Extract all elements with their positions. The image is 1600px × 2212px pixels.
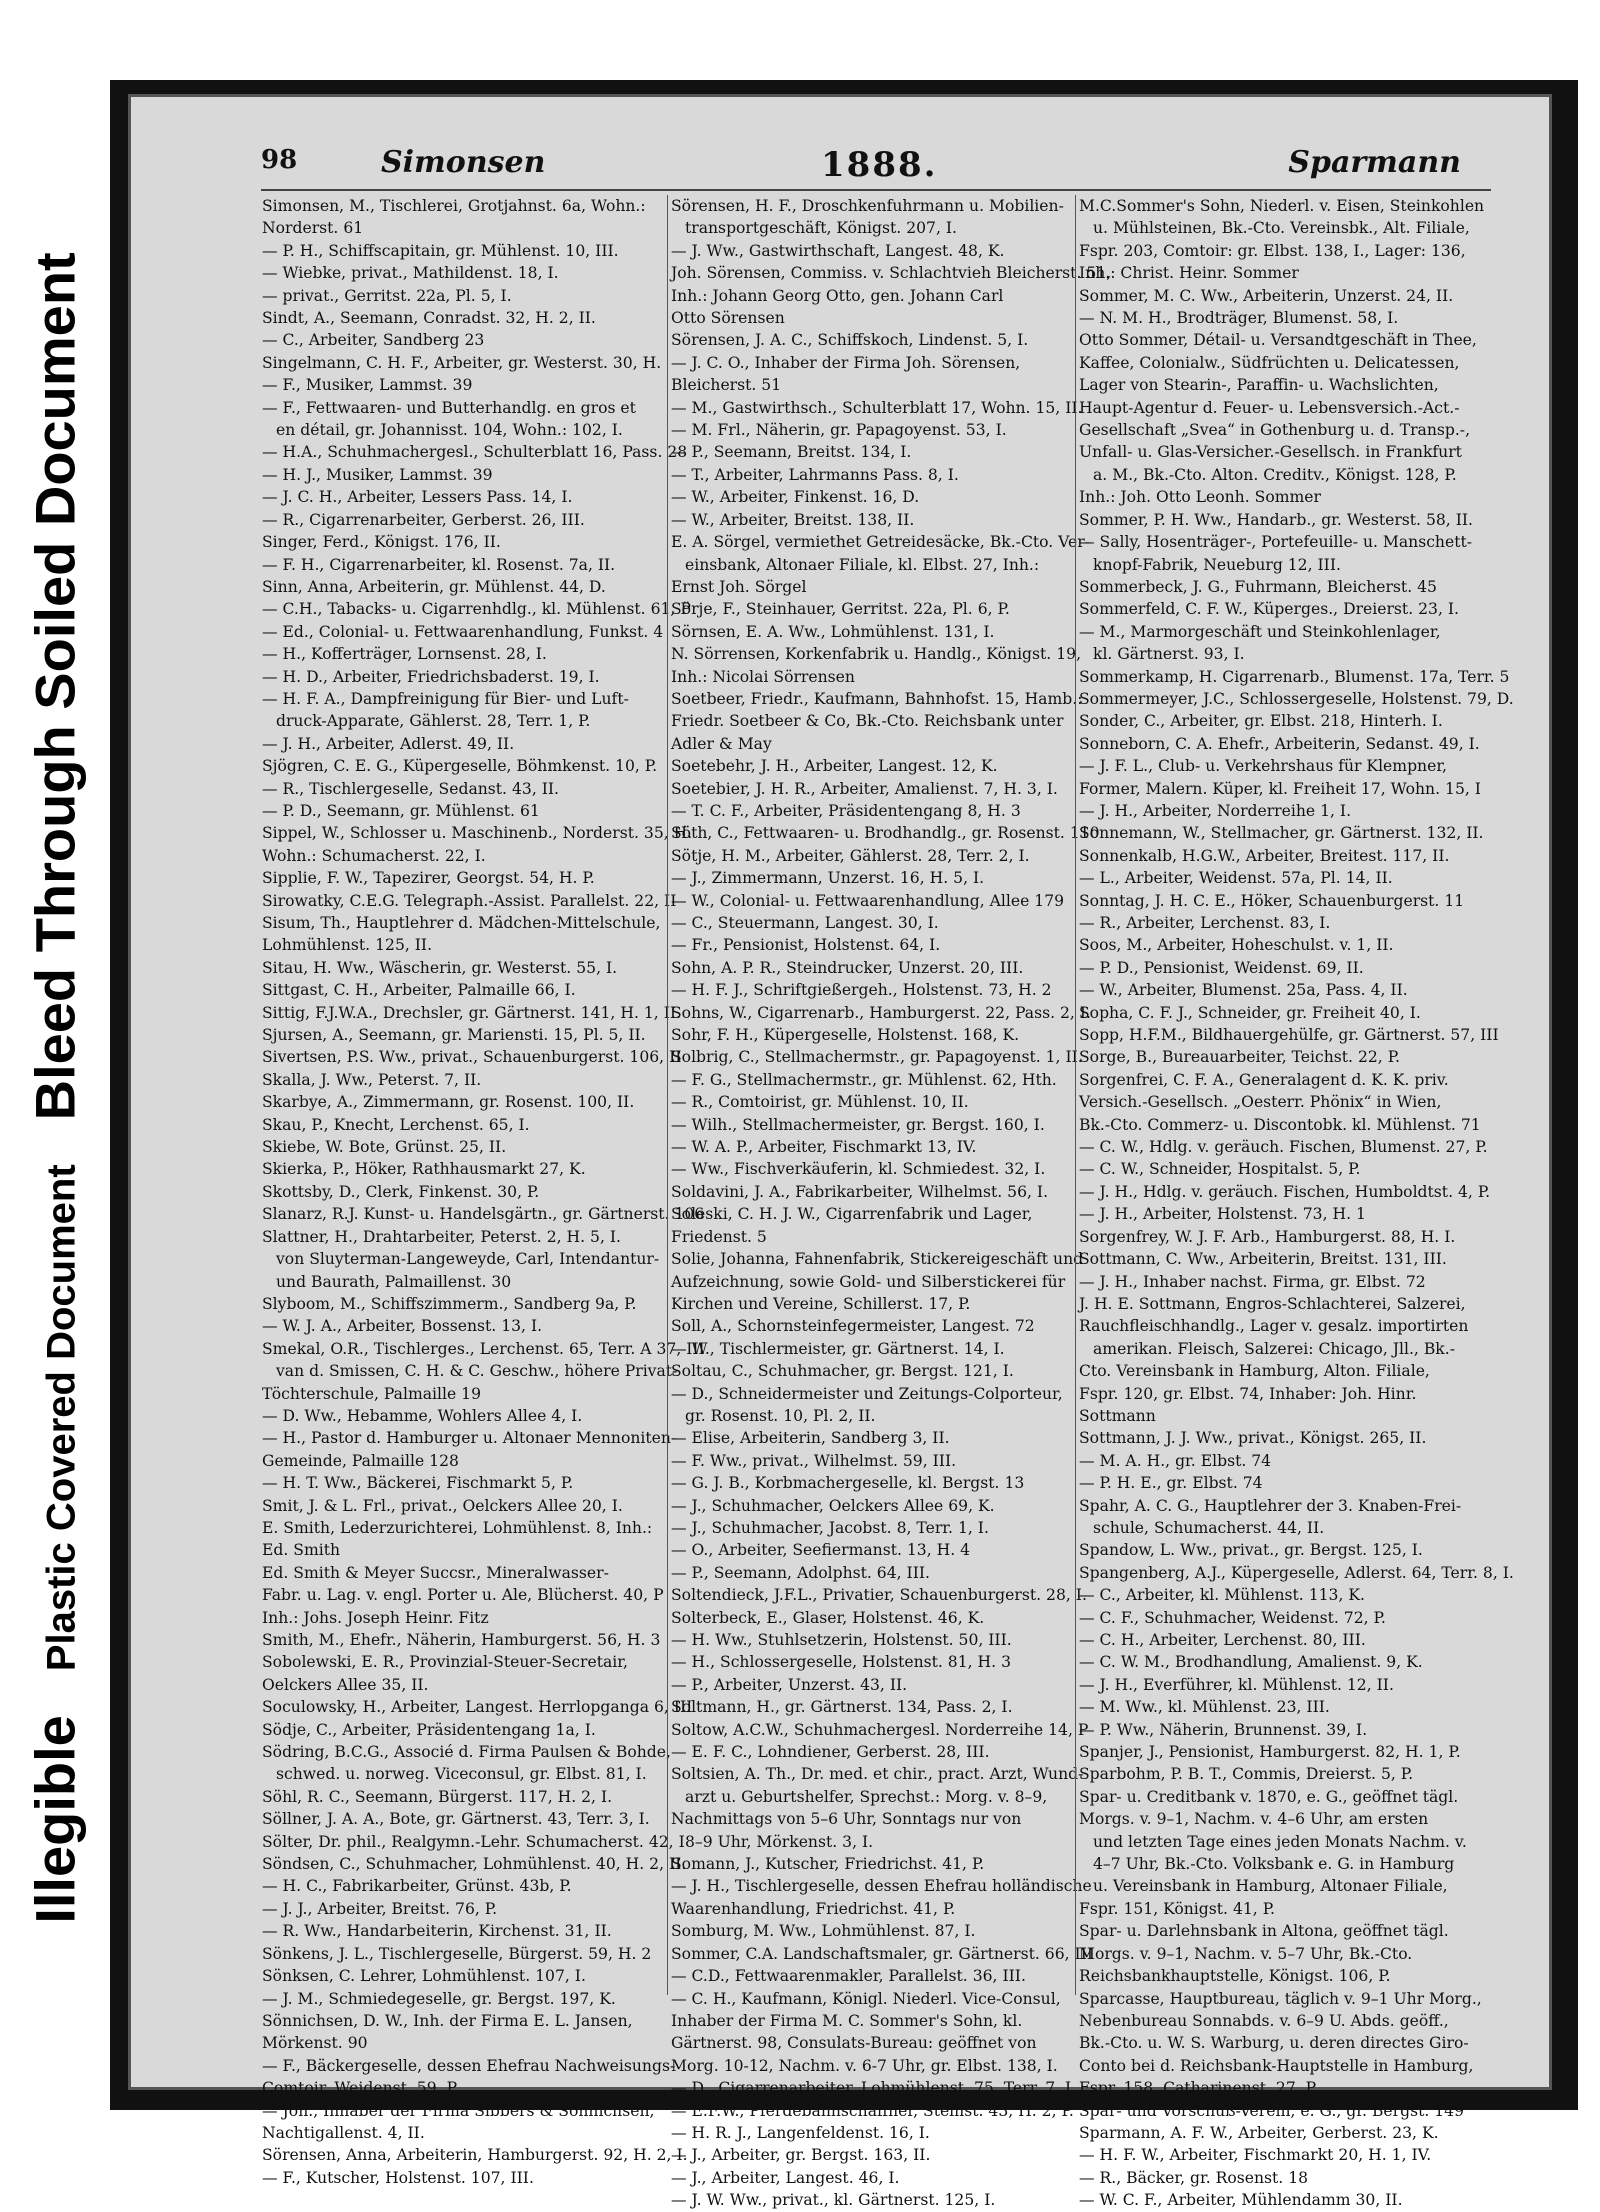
- directory-line: Slanarz, R.J. Kunst- u. Handelsgärtn., gr. Gärtnerst. 106: [262, 1205, 705, 1224]
- directory-line: Spar- u. Creditbank v. 1870, e. G., geöffnet tägl.: [1079, 1787, 1459, 1806]
- directory-line: — J. H., Hdlg. v. geräuch. Fischen, Humboldtst. 4, P.: [1079, 1182, 1491, 1201]
- directory-line: Sommer, P. H. Ww., Handarb., gr. Westerst. 58, II.: [1079, 510, 1473, 529]
- directory-line: Rauchfleischhandlg., Lager v. gesalz. importirten: [1079, 1317, 1469, 1336]
- directory-line: Soetebier, J. H. R., Arbeiter, Amalienst. 7, H. 3, I.: [671, 779, 1058, 798]
- directory-line: Sittgast, C. H., Arbeiter, Palmaille 66, I.: [262, 981, 576, 1000]
- directory-line: — G. J. B., Korbmachergeselle, kl. Bergst. 13: [671, 1474, 1025, 1493]
- directory-line: — D., Cigarrenarbeiter, Lohmühlenst. 75, Terr. 7, I.: [671, 2079, 1077, 2098]
- directory-line: Sommerbeck, J. G., Fuhrmann, Bleicherst. 45: [1079, 577, 1437, 596]
- directory-line: — C.H., Tabacks- u. Cigarrenhdlg., kl. Mühlenst. 61, P: [262, 600, 691, 619]
- directory-line: Sohr, F. H., Küpergeselle, Holstenst. 168, K.: [671, 1026, 1020, 1045]
- directory-line: und Baurath, Palmaillenst. 30: [276, 1272, 512, 1291]
- directory-line: — H. F. W., Arbeiter, Fischmarkt 20, H. 1, IV.: [1079, 2146, 1432, 2165]
- right-running-head: Sparmann: [1288, 145, 1461, 180]
- directory-line: amerikan. Fleisch, Salzerei: Chicago, Jll., Bk.-: [1093, 1339, 1455, 1358]
- directory-line: Soetebehr, J. H., Arbeiter, Langest. 12, K.: [671, 757, 998, 776]
- directory-line: Fspr. 120, gr. Elbst. 74, Inhaber: Joh. Hinr.: [1079, 1384, 1417, 1403]
- directory-line: Joh. Sörensen, Commiss. v. Schlachtvieh Bleicherst. 51,: [671, 264, 1112, 283]
- directory-line: Mörkenst. 90: [262, 2034, 368, 2053]
- directory-line: — W., Arbeiter, Finkenst. 16, D.: [671, 488, 920, 507]
- directory-line: Sjögren, C. E. G., Küpergeselle, Böhmkenst. 10, P.: [262, 757, 658, 776]
- directory-line: Morgs. v. 9–1, Nachm. v. 5–7 Uhr, Bk.-Cto.: [1079, 1944, 1413, 1963]
- directory-line: — H. T. Ww., Bäckerei, Fischmarkt 5, P.: [262, 1474, 574, 1493]
- directory-line: — J. C. H., Arbeiter, Lessers Pass. 14, I.: [262, 488, 573, 507]
- directory-line: — E.F.W., Pferdebahnschaffner, Steinst. 43, H. 2, P.: [671, 2101, 1074, 2120]
- directory-line: a. M., Bk.-Cto. Alton. Creditv., Königst. 128, P.: [1093, 465, 1457, 484]
- directory-line: Smekal, O.R., Tischlerges., Lerchenst. 65, Terr. A 37, III: [262, 1339, 705, 1358]
- directory-line: — R., Comtoirist, gr. Mühlenst. 10, II.: [671, 1093, 969, 1112]
- directory-line: Söllner, J. A. A., Bote, gr. Gärtnerst. 43, Terr. 3, I.: [262, 1810, 650, 1829]
- directory-line: Spahr, A. C. G., Hauptlehrer der 3. Knaben-Frei-: [1079, 1496, 1462, 1515]
- directory-line: u. Mühlsteinen, Bk.-Cto. Vereinsbk., Alt. Filiale,: [1093, 219, 1470, 238]
- directory-line: N. Sörrensen, Korkenfabrik u. Handlg., Königst. 19,: [671, 645, 1082, 664]
- directory-line: — C. H., Arbeiter, Lerchenst. 80, III.: [1079, 1631, 1366, 1649]
- directory-line: Sonnemann, W., Stellmacher, gr. Gärtnerst. 132, II.: [1079, 824, 1484, 843]
- directory-line: van d. Smissen, C. H. & C. Geschw., höhere Privat-: [276, 1362, 678, 1381]
- directory-line: — M., Gastwirthsch., Schulterblatt 17, Wohn. 15, II.: [671, 398, 1083, 417]
- directory-line: Gemeinde, Palmaille 128: [262, 1451, 459, 1470]
- directory-line: — P. H., Schiffscapitain, gr. Mühlenst. 10, III.: [262, 241, 619, 260]
- directory-line: — W. J. A., Arbeiter, Bossenst. 13, I.: [262, 1317, 543, 1336]
- directory-line: — C. W. M., Brodhandlung, Amalienst. 9, K.: [1079, 1653, 1423, 1672]
- directory-line: Sötje, H. M., Arbeiter, Gählerst. 28, Terr. 2, I.: [671, 846, 1030, 865]
- directory-line: Bk.-Cto. u. W. S. Warburg, u. deren directes Giro-: [1079, 2034, 1469, 2053]
- directory-line: Sonnenkalb, H.G.W., Arbeiter, Breitest. 117, II.: [1079, 846, 1450, 865]
- directory-line: — C. F., Schuhmacher, Weidenst. 72, P.: [1079, 1608, 1386, 1627]
- directory-line: — P. Ww., Näherin, Brunnenst. 39, I.: [1079, 1720, 1368, 1739]
- directory-line: Sirowatky, C.E.G. Telegraph.-Assist. Parallelst. 22, II: [262, 891, 677, 910]
- directory-line: — W., Arbeiter, Breitst. 138, II.: [671, 510, 915, 529]
- directory-line: Former, Malern. Küper, kl. Freiheit 17, Wohn. 15, I: [1079, 779, 1481, 798]
- directory-line: — F., Bäckergeselle, dessen Ehefrau Nachweisungs-: [262, 2056, 676, 2075]
- directory-line: Sittig, F.J.W.A., Drechsler, gr. Gärtnerst. 141, H. 1, II.: [262, 1003, 681, 1022]
- directory-line: — P., Arbeiter, Unzerst. 43, II.: [671, 1675, 908, 1694]
- directory-line: Sommermeyer, J.C., Schlossergeselle, Holstenst. 79, D.: [1079, 689, 1514, 708]
- scan-condition-notes: [0, 0, 110, 2177]
- directory-line: gr. Rosenst. 10, Pl. 2, II.: [685, 1406, 876, 1425]
- directory-line: — H., Schlossergeselle, Holstenst. 81, H. 3: [671, 1653, 1011, 1672]
- directory-line: Adler & May: [671, 734, 772, 753]
- directory-line: Sottmann, C. Ww., Arbeiterin, Breitst. 131, III.: [1079, 1250, 1447, 1269]
- directory-line: — W. A. P., Arbeiter, Fischmarkt 13, IV.: [671, 1138, 977, 1157]
- directory-line: Sörensen, J. A. C., Schiffskoch, Lindenst. 5, I.: [671, 331, 1029, 350]
- directory-line: — W. C. F., Arbeiter, Mühlendamm 30, II.: [1079, 2191, 1403, 2210]
- directory-line: — J. W. Ww., privat., kl. Gärtnerst. 125, I.: [671, 2191, 996, 2210]
- year-heading: 1888.: [821, 145, 938, 185]
- directory-line: M.C.Sommer's Sohn, Niederl. v. Eisen, Steinkohlen: [1079, 197, 1485, 215]
- directory-line: — H. D., Arbeiter, Friedrichsbaderst. 19, I.: [262, 667, 600, 686]
- directory-line: Slattner, H., Drahtarbeiter, Peterst. 2, H. 5, I.: [262, 1227, 622, 1246]
- directory-line: — H. F. J., Schriftgießergeh., Holstenst. 73, H. 2: [671, 981, 1052, 1000]
- directory-line: Versich.-Gesellsch. „Oesterr. Phönix“ in Wien,: [1079, 1093, 1442, 1112]
- directory-line: Somburg, M. Ww., Lohmühlenst. 87, I.: [671, 1922, 976, 1941]
- directory-line: Sörje, F., Steinhauer, Gerritst. 22a, Pl. 6, P.: [671, 600, 1010, 619]
- directory-line: schwed. u. norweg. Viceconsul, gr. Elbst. 81, I.: [276, 1765, 647, 1784]
- directory-line: Sitau, H. Ww., Wäscherin, gr. Westerst. 55, I.: [262, 958, 618, 977]
- directory-line: Smit, J. & L. Frl., privat., Oelckers Allee 20, I.: [262, 1496, 623, 1515]
- directory-line: Soetbeer, Friedr., Kaufmann, Bahnhofst. 15, Hamb.:: [671, 689, 1083, 708]
- directory-line: — H. C., Fabrikarbeiter, Grünst. 43b, P.: [262, 1877, 572, 1896]
- directory-line: einsbank, Altonaer Filiale, kl. Elbst. 27, Inh.:: [685, 555, 1040, 574]
- directory-line: druck-Apparate, Gählerst. 28, Terr. 1, P.: [276, 712, 591, 731]
- directory-line: Sölter, Dr. phil., Realgymn.-Lehr. Schumacherst. 42, I: [262, 1832, 685, 1851]
- directory-line: Sottmann: [1079, 1406, 1156, 1425]
- directory-line: Sorgenfrey, W. J. F. Arb., Hamburgerst. 88, H. I.: [1079, 1227, 1456, 1246]
- directory-line: Sörensen, H. F., Droschkenfuhrmann u. Mobilien-: [671, 197, 1064, 215]
- left-running-head: Simonsen: [381, 145, 546, 180]
- directory-line: — J. H., Inhaber nachst. Firma, gr. Elbst. 72: [1079, 1272, 1426, 1291]
- directory-line: Sörensen, Anna, Arbeiterin, Hamburgerst. 92, H. 2, I.: [262, 2146, 688, 2165]
- directory-line: Nachmittags von 5–6 Uhr, Sonntags nur von: [671, 1810, 1022, 1829]
- directory-page: [128, 94, 1552, 2210]
- directory-line: Sonder, C., Arbeiter, gr. Elbst. 218, Hinterh. I.: [1079, 712, 1443, 731]
- directory-line: Soltow, A.C.W., Schuhmachergesl. Norderreihe 14, P: [671, 1720, 1089, 1739]
- directory-line: Sopp, H.F.M., Bildhauergehülfe, gr. Gärtnerst. 57, III: [1079, 1026, 1499, 1045]
- directory-line: — F., Musiker, Lammst. 39: [262, 376, 473, 395]
- directory-line: Inh.: Johs. Joseph Heinr. Fitz: [262, 1608, 489, 1627]
- directory-line: Sisum, Th., Hauptlehrer d. Mädchen-Mittelschule,: [262, 914, 661, 932]
- directory-line: — Ww., Fischverkäuferin, kl. Schmiedest. 32, I.: [671, 1160, 1046, 1179]
- directory-line: — Wiebke, privat., Mathildenst. 18, I.: [262, 264, 559, 283]
- directory-line: — T., Arbeiter, Lahrmanns Pass. 8, I.: [671, 465, 959, 484]
- condition-notes-rotated: [23, 252, 88, 1923]
- directory-line: — P., Seemann, Adolphst. 64, III.: [671, 1563, 930, 1582]
- directory-line: Spar- und Vorschuß-Verein, e. G., gr. Bergst. 149: [1079, 2101, 1465, 2120]
- directory-line: Comtoir, Weidenst. 59, P.: [262, 2079, 459, 2098]
- directory-line: — P. D., Pensionist, Weidenst. 69, II.: [1079, 958, 1364, 977]
- directory-line: Sobolewski, E. R., Provinzial-Steuer-Secretair,: [262, 1653, 628, 1672]
- directory-line: Bleicherst. 51: [671, 376, 782, 395]
- directory-line: transportgeschäft, Königst. 207, I.: [685, 219, 957, 238]
- directory-line: Spar- u. Darlehnsbank in Altona, geöffnet tägl.: [1079, 1922, 1449, 1941]
- directory-line: J. H. E. Sottmann, Engros-Schlachterei, Salzerei,: [1079, 1294, 1466, 1313]
- directory-line: Sohn, A. P. R., Steindrucker, Unzerst. 20, III.: [671, 958, 1024, 977]
- directory-line: Solterbeck, E., Glaser, Holstenst. 46, K.: [671, 1608, 985, 1627]
- directory-line: schule, Schumacherst. 44, II.: [1093, 1518, 1325, 1537]
- directory-line: Sinn, Anna, Arbeiterin, gr. Mühlenst. 44, D.: [262, 577, 606, 596]
- directory-line: — C., Steuermann, Langest. 30, I.: [671, 914, 939, 932]
- directory-line: Soos, M., Arbeiter, Hoheschulst. v. 1, II.: [1079, 936, 1394, 955]
- directory-line: Cto. Vereinsbank in Hamburg, Alton. Filiale,: [1079, 1362, 1430, 1381]
- directory-line: en détail, gr. Johannisst. 104, Wohn.: 102, I.: [276, 421, 623, 440]
- directory-line: Reichsbankhauptstelle, Königst. 106, P.: [1079, 1967, 1391, 1986]
- column-1: [259, 195, 705, 2187]
- directory-line: Skau, P., Knecht, Lerchenst. 65, I.: [262, 1115, 530, 1134]
- directory-line: Sottmann, J. J. Ww., privat., Königst. 265, II.: [1079, 1429, 1427, 1448]
- directory-line: — T. C. F., Arbeiter, Präsidentengang 8, H. 3: [671, 801, 1021, 820]
- directory-line: — J., Schuhmacher, Jacobst. 8, Terr. 1, I.: [671, 1518, 989, 1537]
- directory-line: — H.A., Schuhmachergesl., Schulterblatt 16, Pass. 28: [262, 443, 688, 462]
- directory-line: Morgs. v. 9–1, Nachm. v. 4–6 Uhr, am ersten: [1079, 1810, 1429, 1829]
- directory-line: Soldavini, J. A., Fabrikarbeiter, Wilhelmst. 56, I.: [671, 1182, 1049, 1201]
- note-bleed-through: Bleed Through Soiled Document: [23, 252, 87, 1121]
- note-plastic-covered: Plastic Covered Document: [39, 1164, 84, 1672]
- directory-line: Töchterschule, Palmaille 19: [262, 1384, 482, 1403]
- directory-line: Unfall- u. Glas-Versicher.-Gesellsch. in Frankfurt: [1079, 443, 1462, 462]
- directory-line: Södje, C., Arbeiter, Präsidentengang 1a, I.: [262, 1720, 596, 1739]
- directory-line: Skiebe, W. Bote, Grünst. 25, II.: [262, 1138, 507, 1157]
- directory-line: Soltau, C., Schuhmacher, gr. Bergst. 121, I.: [671, 1362, 1014, 1381]
- directory-line: Gesellschaft „Svea“ in Gothenburg u. d. Transp.-,: [1079, 421, 1471, 440]
- directory-line: knopf-Fabrik, Neueburg 12, III.: [1093, 555, 1341, 574]
- directory-line: E. A. Sörgel, vermiethet Getreidesäcke, Bk.-Cto. Ver-: [671, 533, 1090, 552]
- directory-line: — J., Zimmermann, Unzerst. 16, H. 5, I.: [671, 869, 985, 888]
- directory-line: Spandow, L. Ww., privat., gr. Bergst. 125, I.: [1079, 1541, 1423, 1560]
- directory-line: Sparmann, A. F. W., Arbeiter, Gerberst. 23, K.: [1079, 2123, 1439, 2142]
- directory-line: Sönksen, C. Lehrer, Lohmühlenst. 107, I.: [262, 1967, 586, 1986]
- directory-line: Waarenhandlung, Friedrichst. 41, P.: [671, 1899, 956, 1918]
- directory-line: Skalla, J. Ww., Peterst. 7, II.: [262, 1070, 482, 1089]
- directory-line: Fspr. 158, Catharinenst. 27, P.: [1079, 2079, 1318, 2098]
- directory-line: — Wilh., Stellmachermeister, gr. Bergst. 160, I.: [671, 1115, 1045, 1134]
- directory-line: — privat., Gerritst. 22a, Pl. 5, I.: [262, 286, 512, 305]
- directory-line: Skottsby, D., Clerk, Finkenst. 30, P.: [262, 1182, 540, 1201]
- directory-line: — F. H., Cigarrenarbeiter, kl. Rosenst. 7a, II.: [262, 555, 616, 574]
- directory-line: Sommerkamp, H. Cigarrenarb., Blumenst. 17a, Terr. 5: [1079, 667, 1510, 686]
- directory-line: Friedenst. 5: [671, 1227, 767, 1246]
- directory-line: E. Smith, Lederzurichterei, Lohmühlenst. 8, Inh.:: [262, 1518, 653, 1537]
- directory-line: Sipplie, F. W., Tapezirer, Georgst. 54, H. P.: [262, 869, 595, 888]
- directory-line: — J. H., Arbeiter, Holstenst. 73, H. 1: [1079, 1205, 1366, 1224]
- directory-line: — D., Schneidermeister und Zeitungs-Colporteur,: [671, 1384, 1063, 1403]
- note-illegible: Illegible: [23, 1715, 87, 1924]
- directory-line: Sorgenfrei, C. F. A., Generalagent d. K. K. priv.: [1079, 1070, 1449, 1089]
- directory-line: — F. Ww., privat., Wilhelmst. 59, III.: [671, 1451, 957, 1470]
- directory-line: — L., Arbeiter, Weidenst. 57a, Pl. 14, II.: [1079, 869, 1393, 888]
- directory-line: Söhl, R. C., Seemann, Bürgerst. 117, H. 2, I.: [262, 1787, 613, 1806]
- directory-line: Simonsen, M., Tischlerei, Grotjahnst. 6a, Wohn.:: [262, 197, 646, 215]
- column-2: [667, 195, 1112, 2210]
- directory-line: Lohmühlenst. 125, II.: [262, 936, 433, 955]
- directory-line: — J. Ww., Gastwirthschaft, Langest. 48, K.: [671, 241, 1005, 260]
- directory-line: — C. W., Hdlg. v. geräuch. Fischen, Blumenst. 27, P.: [1079, 1138, 1488, 1157]
- directory-line: — R., Cigarrenarbeiter, Gerberst. 26, III.: [262, 510, 585, 529]
- directory-line: Ed. Smith: [262, 1541, 341, 1560]
- directory-line: — P. H. E., gr. Elbst. 74: [1079, 1474, 1263, 1493]
- directory-line: Otto Sörensen: [671, 309, 785, 328]
- directory-line: Soculowsky, H., Arbeiter, Langest. Herrlopganga 6, III: [262, 1698, 693, 1717]
- directory-line: — O., Arbeiter, Seefiermanst. 13, H. 4: [671, 1541, 971, 1560]
- directory-line: — F. G., Stellmachermstr., gr. Mühlenst. 62, Hth.: [671, 1070, 1057, 1089]
- directory-line: Inh.: Joh. Otto Leonh. Sommer: [1079, 488, 1321, 507]
- directory-line: — H., Kofferträger, Lornsenst. 28, I.: [262, 645, 547, 664]
- directory-line: Ernst Joh. Sörgel: [671, 577, 807, 596]
- directory-line: Ed. Smith & Meyer Succsr., Mineralwasser-: [262, 1563, 609, 1582]
- directory-line: — C. H., Kaufmann, Königl. Niederl. Vice-Consul,: [671, 1989, 1061, 2008]
- directory-line: 8–9 Uhr, Mörkenst. 3, I.: [685, 1832, 874, 1851]
- directory-line: — R. Ww., Handarbeiterin, Kirchenst. 31, II.: [262, 1922, 612, 1941]
- directory-line: — W., Tischlermeister, gr. Gärtnerst. 14, I.: [671, 1339, 1005, 1358]
- directory-line: Aufzeichnung, sowie Gold- und Silberstickerei für: [671, 1272, 1066, 1291]
- directory-line: Sonntag, J. H. C. E., Höker, Schauenburgerst. 11: [1079, 891, 1465, 910]
- directory-line: Sommerfeld, C. F. W., Küperges., Dreierst. 23, I.: [1079, 600, 1459, 619]
- directory-line: Sommer, C.A. Landschaftsmaler, gr. Gärtnerst. 66, III: [671, 1944, 1094, 1963]
- directory-line: Wohn.: Schumacherst. 22, I.: [262, 846, 486, 865]
- directory-line: — J. M., Schmiedegeselle, gr. Bergst. 197, K.: [262, 1989, 616, 2008]
- directory-line: arzt u. Geburtshelfer, Sprechst.: Morg. v. 8–9,: [685, 1787, 1048, 1806]
- directory-line: Sparbohm, P. B. T., Commis, Dreierst. 5, P.: [1079, 1765, 1414, 1784]
- directory-line: Inh.: Christ. Heinr. Sommer: [1079, 264, 1299, 283]
- directory-line: — H. F. A., Dampfreinigung für Bier- und Luft-: [262, 689, 629, 708]
- directory-line: — J. H., Arbeiter, Adlerst. 49, II.: [262, 734, 515, 753]
- directory-line: Kaffee, Colonialw., Südfrüchten u. Delicatessen,: [1079, 353, 1460, 372]
- directory-line: — Sally, Hosenträger-, Portefeuille- u. Manschett-: [1079, 533, 1473, 552]
- directory-line: Inh.: Johann Georg Otto, gen. Johann Carl: [671, 286, 1004, 305]
- directory-line: Conto bei d. Reichsbank-Hauptstelle in Hamburg,: [1079, 2056, 1474, 2075]
- directory-line: Spanjer, J., Pensionist, Hamburgerst. 82, H. 1, P.: [1079, 1743, 1461, 1762]
- directory-line: Nebenbureau Sonnabds. v. 6–9 U. Abds. geöff.,: [1079, 2011, 1449, 2030]
- directory-line: — J., Arbeiter, Langest. 46, I.: [671, 2168, 900, 2187]
- directory-line: — M. A. H., gr. Elbst. 74: [1079, 1451, 1272, 1470]
- directory-line: Sommer, M. C. Ww., Arbeiterin, Unzerst. 24, II.: [1079, 286, 1454, 305]
- directory-columns: [259, 195, 1514, 2210]
- directory-line: Sparcasse, Hauptbureau, täglich v. 9–1 Uhr Morg.,: [1079, 1989, 1482, 2008]
- directory-line: — W., Colonial- u. Fettwaarenhandlung, Allee 179: [671, 891, 1065, 910]
- directory-line: Sorge, B., Bureauarbeiter, Teichst. 22, P.: [1079, 1048, 1401, 1067]
- directory-line: Sjursen, A., Seemann, gr. Mariensti. 15, Pl. 5, II.: [262, 1026, 646, 1045]
- directory-line: — C.D., Fettwaarenmakler, Parallelst. 36, III.: [671, 1967, 1026, 1986]
- directory-line: — E. F. C., Lohndiener, Gerberst. 28, III.: [671, 1743, 990, 1762]
- directory-line: Soltmann, H., gr. Gärtnerst. 134, Pass. 2, I.: [671, 1698, 1013, 1717]
- directory-line: Inhaber der Firma M. C. Sommer's Sohn, kl.: [671, 2011, 1023, 2030]
- directory-line: — Joh., Inhaber der Firma Sibbers & Sönnichsen,: [262, 2101, 655, 2120]
- directory-line: — C. W., Schneider, Hospitalst. 5, P.: [1079, 1160, 1361, 1179]
- directory-line: Skarbye, A., Zimmermann, gr. Rosenst. 100, II.: [262, 1093, 635, 1112]
- directory-line: — C., Arbeiter, Sandberg 23: [262, 331, 485, 350]
- directory-line: Morg. 10-12, Nachm. v. 6-7 Uhr, gr. Elbst. 138, I.: [671, 2056, 1058, 2075]
- directory-line: Sopha, C. F. J., Schneider, gr. Freiheit 40, I.: [1079, 1003, 1421, 1022]
- directory-line: — R., Arbeiter, Lerchenst. 83, I.: [1079, 914, 1331, 932]
- directory-line: — R., Tischlergeselle, Sedanst. 43, II.: [262, 779, 560, 798]
- directory-line: Sonneborn, C. A. Ehefr., Arbeiterin, Sedanst. 49, I.: [1079, 734, 1480, 753]
- directory-line: Bk.-Cto. Commerz- u. Discontobk. kl. Mühlenst. 71: [1079, 1115, 1481, 1134]
- directory-line: — Ed., Colonial- u. Fettwaarenhandlung, Funkst. 4: [262, 622, 664, 641]
- directory-line: Sönkens, J. L., Tischlergeselle, Bürgerst. 59, H. 2: [262, 1944, 652, 1963]
- directory-line: Söndsen, C., Schuhmacher, Lohmühlenst. 40, H. 2, II.: [262, 1855, 687, 1874]
- directory-line: — J., Arbeiter, gr. Bergst. 163, II.: [671, 2146, 931, 2165]
- directory-line: Inh.: Nicolai Sörrensen: [671, 667, 855, 686]
- directory-line: Nachtigallenst. 4, II.: [262, 2123, 425, 2142]
- directory-line: Friedr. Soetbeer & Co, Bk.-Cto. Reichsbank unter: [671, 712, 1064, 731]
- directory-line: Slyboom, M., Schiffszimmerm., Sandberg 9a, P.: [262, 1294, 637, 1313]
- directory-line: Spangenberg, A.J., Küpergeselle, Adlerst. 64, Terr. 8, I.: [1079, 1563, 1514, 1582]
- directory-line: — N. M. H., Brodträger, Blumenst. 58, I.: [1079, 309, 1399, 328]
- directory-line: — P. D., Seemann, gr. Mühlenst. 61: [262, 801, 540, 820]
- directory-line: 4–7 Uhr, Bk.-Cto. Volksbank e. G. in Hamburg: [1093, 1855, 1455, 1874]
- directory-line: — P., Seemann, Breitst. 134, I.: [671, 443, 912, 462]
- directory-line: u. Vereinsbank in Hamburg, Altonaer Filiale,: [1093, 1877, 1448, 1896]
- directory-line: — W., Arbeiter, Blumenst. 25a, Pass. 4, II.: [1079, 981, 1408, 1000]
- directory-line: Fspr. 203, Comtoir: gr. Elbst. 138, I., Lager: 136,: [1079, 241, 1466, 260]
- directory-line: Oelckers Allee 35, II.: [262, 1675, 429, 1694]
- directory-line: Soltendieck, J.F.L., Privatier, Schauenburgerst. 28, I.: [671, 1586, 1087, 1605]
- directory-line: — J. C. O., Inhaber der Firma Joh. Sörensen,: [671, 353, 1021, 372]
- directory-line: Söth, C., Fettwaaren- u. Brodhandlg., gr. Rosenst. 110: [671, 824, 1100, 843]
- directory-line: Singelmann, C. H. F., Arbeiter, gr. Westerst. 30, H.: [262, 353, 662, 372]
- directory-line: — D. Ww., Hebamme, Wohlers Allee 4, I.: [262, 1406, 583, 1425]
- header-rule: [261, 189, 1491, 191]
- directory-line: kl. Gärtnerst. 93, I.: [1093, 645, 1245, 664]
- directory-line: Singer, Ferd., Königst. 176, II.: [262, 533, 501, 552]
- directory-line: Sörnsen, E. A. Ww., Lohmühlenst. 131, I.: [671, 622, 995, 641]
- directory-line: Fspr. 151, Königst. 41, P.: [1079, 1899, 1275, 1918]
- directory-line: — J., Schuhmacher, Oelckers Allee 69, K.: [671, 1496, 995, 1515]
- column-3: [1075, 195, 1514, 2210]
- directory-line: — J. H., Arbeiter, Norderreihe 1, I.: [1079, 801, 1352, 820]
- directory-line: Soll, A., Schornsteinfegermeister, Langest. 72: [671, 1317, 1035, 1336]
- directory-line: — Fr., Pensionist, Holstenst. 64, I.: [671, 936, 941, 955]
- directory-line: Gärtnerst. 98, Consulats-Bureau: geöffnet von: [671, 2034, 1037, 2053]
- directory-line: Solbrig, C., Stellmachermstr., gr. Papagoyenst. 1, II.: [671, 1048, 1083, 1067]
- directory-line: Sindt, A., Seemann, Conradst. 32, H. 2, II.: [262, 309, 596, 328]
- directory-line: — J. H., Tischlergeselle, dessen Ehefrau holländische: [671, 1877, 1092, 1896]
- directory-line: Solie, Johanna, Fahnenfabrik, Stickereigeschäft und: [671, 1250, 1084, 1269]
- directory-line: — M. Ww., kl. Mühlenst. 23, III.: [1079, 1698, 1330, 1717]
- directory-line: Fabr. u. Lag. v. engl. Porter u. Ale, Blücherst. 40, P: [262, 1586, 664, 1605]
- scanned-page-frame: [110, 80, 1578, 2210]
- directory-line: — F., Kutscher, Holstenst. 107, III.: [262, 2168, 534, 2187]
- directory-line: — H., Pastor d. Hamburger u. Altonaer Mennoniten-: [262, 1429, 677, 1448]
- directory-line: — R., Bäcker, gr. Rosenst. 18: [1079, 2168, 1309, 2187]
- page-header: [261, 145, 1491, 185]
- directory-line: — J. F. L., Club- u. Verkehrshaus für Klempner,: [1079, 757, 1448, 776]
- directory-line: Soleski, C. H. J. W., Cigarrenfabrik und Lager,: [671, 1205, 1033, 1224]
- directory-line: Smith, M., Ehefr., Näherin, Hamburgerst. 56, H. 3: [262, 1631, 661, 1649]
- directory-line: Haupt-Agentur d. Feuer- u. Lebensversich.-Act.-: [1079, 398, 1460, 417]
- directory-line: — J. H., Everführer, kl. Mühlenst. 12, II.: [1079, 1675, 1394, 1694]
- directory-line: — M., Marmorgeschäft und Steinkohlenlager,: [1079, 622, 1441, 641]
- directory-line: — H. Ww., Stuhlsetzerin, Holstenst. 50, III.: [671, 1631, 1012, 1649]
- directory-line: Lager von Stearin-, Paraffin- u. Wachslichten,: [1079, 376, 1439, 395]
- directory-line: Kirchen und Vereine, Schillerst. 17, P.: [671, 1294, 971, 1313]
- directory-line: — J. J., Arbeiter, Breitst. 76, P.: [262, 1899, 498, 1918]
- directory-line: — C., Arbeiter, kl. Mühlenst. 113, K.: [1079, 1586, 1365, 1605]
- directory-line: Sohns, W., Cigarrenarb., Hamburgerst. 22, Pass. 2, I.: [671, 1003, 1091, 1022]
- directory-line: — Elise, Arbeiterin, Sandberg 3, II.: [671, 1429, 950, 1448]
- directory-line: Sippel, W., Schlosser u. Maschinenb., Norderst. 35, H.: [262, 824, 693, 843]
- directory-line: Sönnichsen, D. W., Inh. der Firma E. L. Jansen,: [262, 2011, 633, 2030]
- directory-line: Norderst. 61: [262, 219, 364, 238]
- directory-line: — H. J., Musiker, Lammst. 39: [262, 465, 493, 484]
- directory-line: Somann, J., Kutscher, Friedrichst. 41, P.: [671, 1855, 985, 1874]
- directory-line: und letzten Tage eines jeden Monats Nachm. v.: [1093, 1832, 1467, 1851]
- directory-line: — F., Fettwaaren- und Butterhandlg. en gros et: [262, 398, 636, 417]
- directory-line: von Sluyterman-Langeweyde, Carl, Intendantur-: [276, 1250, 660, 1269]
- directory-line: Soltsien, A. Th., Dr. med. et chir., pract. Arzt, Wund-: [671, 1765, 1084, 1784]
- directory-line: Otto Sommer, Détail- u. Versandtgeschäft in Thee,: [1079, 331, 1477, 350]
- page-number: 98: [261, 145, 298, 175]
- directory-line: — H. R. J., Langenfeldenst. 16, I.: [671, 2123, 930, 2142]
- directory-line: Södring, B.C.G., Associé d. Firma Paulsen & Bohde,: [262, 1743, 671, 1762]
- directory-line: — M. Frl., Näherin, gr. Papagoyenst. 53, I.: [671, 421, 1007, 440]
- directory-line: Sivertsen, P.S. Ww., privat., Schauenburgerst. 106, II: [262, 1048, 682, 1067]
- directory-line: Skierka, P., Höker, Rathhausmarkt 27, K.: [262, 1160, 586, 1179]
